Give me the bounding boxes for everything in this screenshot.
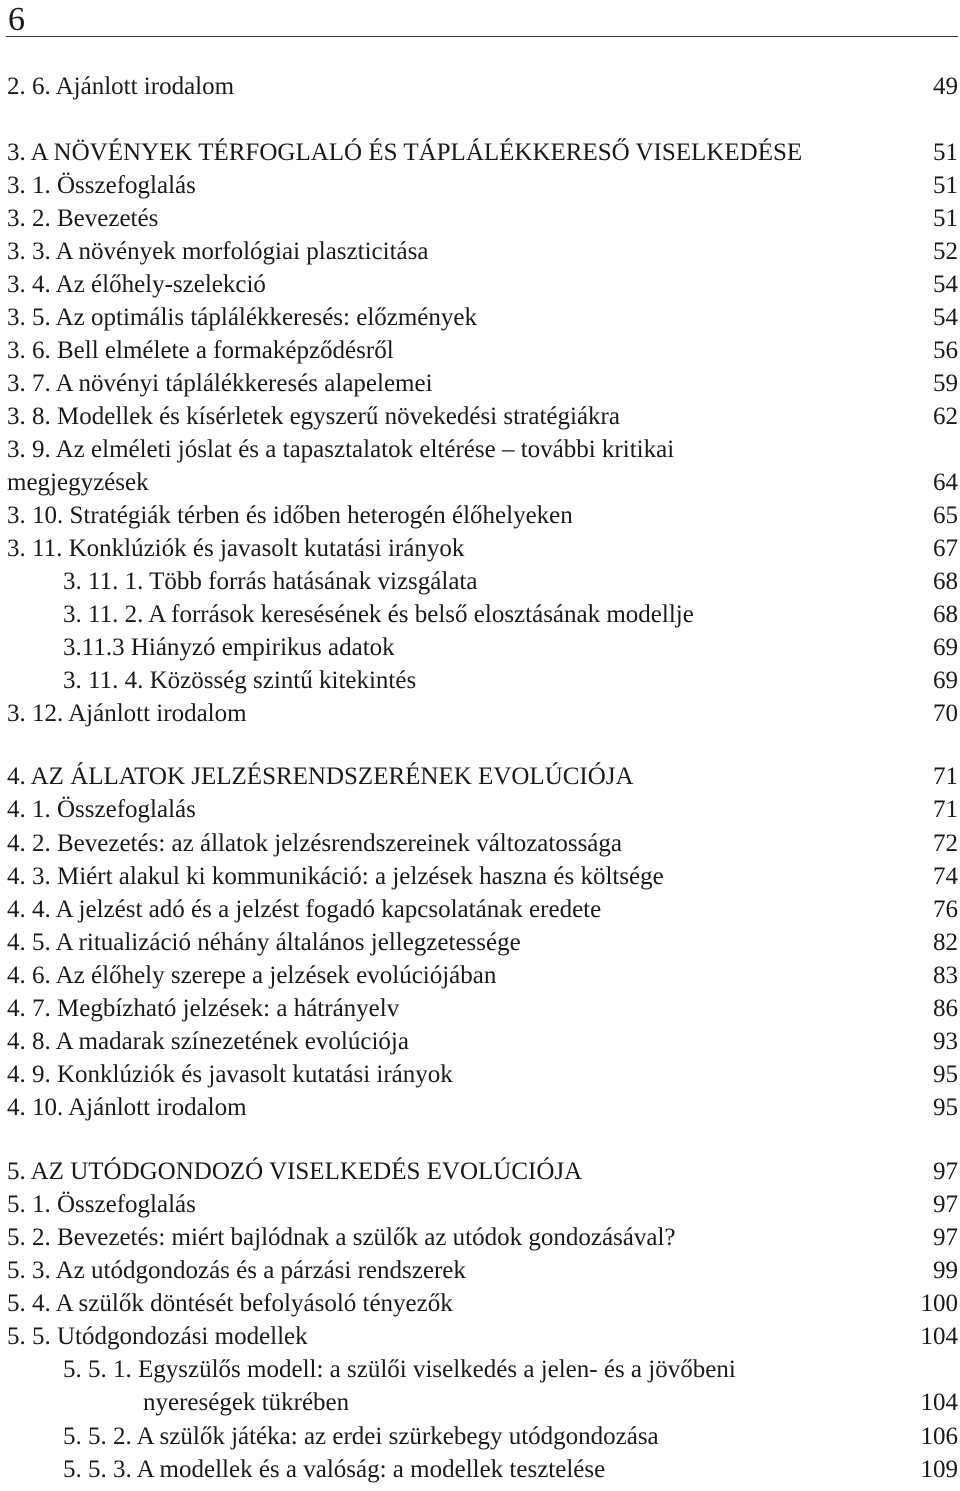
toc-entry-title: 5. 1. Összefoglalás: [7, 1191, 196, 1218]
toc-entry: [0, 532, 960, 566]
toc-entry-title: 5. AZ UTÓDGONDOZÓ VISELKEDÉS EVOLÚCIÓJA: [7, 1158, 583, 1185]
toc-entry-title: 4. 4. A jelzést adó és a jelzést fogadó kapcsolatának eredete: [7, 896, 602, 923]
toc-entry: [0, 1320, 960, 1354]
toc-entry: [0, 1025, 960, 1059]
toc-entry-title: 5. 5. 3. A modellek és a valóság: a modellek tesztelése: [63, 1456, 606, 1483]
toc-entry-title: 4. 1. Összefoglalás: [7, 796, 196, 823]
toc-entry-title: 3. 7. A növényi táplálékkeresés alapelemei: [7, 370, 433, 397]
toc-entry: [0, 400, 960, 434]
toc-entry-title: 5. 3. Az utódgondozás és a párzási rendszerek: [7, 1257, 466, 1284]
toc-entry: [0, 433, 960, 467]
toc-entry-title: 3. 4. Az élőhely-szelekció: [7, 271, 266, 298]
toc-entry-title: 3. 2. Bevezetés: [7, 205, 159, 232]
toc-entry-page: 69: [933, 634, 958, 661]
toc-entry-title: 2. 6. Ajánlott irodalom: [7, 73, 235, 100]
toc-entry-title: 3. 5. Az optimális táplálékkeresés: előzmények: [7, 304, 477, 331]
page-number: 6: [8, 1, 25, 38]
toc-entry-page: 54: [933, 271, 958, 298]
toc-entry-page: 64: [933, 469, 958, 496]
toc-entry: [0, 1386, 960, 1420]
toc-entry-title: 3. 11. 2. A források keresésének és belső elosztásának modellje: [63, 601, 694, 628]
toc-entry-page: 104: [920, 1323, 958, 1350]
toc-entry: [0, 334, 960, 368]
toc-entry-page: 51: [933, 205, 958, 232]
toc-entry-title: 3. 1. Összefoglalás: [7, 172, 196, 199]
toc-entry-title: 4. 5. A ritualizáció néhány általános jellegzetessége: [7, 929, 521, 956]
toc-entry: [0, 169, 960, 203]
toc-entry: [0, 367, 960, 401]
toc-entry: [0, 697, 960, 731]
toc-entry-page: 74: [933, 863, 958, 890]
toc-entry: [0, 268, 960, 302]
toc-entry: [0, 202, 960, 236]
toc-entry-title: 4. 3. Miért alakul ki kommunikáció: a jelzések haszna és költsége: [7, 863, 664, 890]
toc-entry-page: 49: [933, 73, 958, 100]
toc-entry-title: 3. A NÖVÉNYEK TÉRFOGLALÓ ÉS TÁPLÁLÉKKERESŐ VISELKEDÉSE: [7, 139, 803, 166]
toc-entry-page: 97: [933, 1191, 958, 1218]
toc-entry-page: 56: [933, 337, 958, 364]
toc-entry-page: 106: [920, 1423, 958, 1450]
toc-entry: [0, 1420, 960, 1454]
toc-entry-title: 3. 6. Bell elmélete a formaképződésről: [7, 337, 394, 364]
toc-entry: [0, 992, 960, 1026]
toc-entry-title: 3.11.3 Hiányzó empirikus adatok: [63, 634, 395, 661]
toc-entry: [0, 827, 960, 861]
toc-entry-title: 3. 8. Modellek és kísérletek egyszerű növekedési stratégiákra: [7, 403, 620, 430]
toc-entry-page: 99: [933, 1257, 958, 1284]
toc-entry-page: 68: [933, 601, 958, 628]
toc-entry-page: 104: [920, 1389, 958, 1416]
toc-entry-title: 3. 11. 1. Több forrás hatásának vizsgálata: [63, 568, 478, 595]
toc-entry-title: 5. 5. 2. A szülők játéka: az erdei szürkebegy utódgondozása: [63, 1423, 659, 1450]
toc-entry-title: 4. 7. Megbízható jelzések: a hátrányelv: [7, 995, 400, 1022]
toc-entry-page: 69: [933, 667, 958, 694]
toc-entry-page: 70: [933, 700, 958, 727]
toc-entry-page: 54: [933, 304, 958, 331]
toc-entry: [0, 499, 960, 533]
toc-entry: [0, 1155, 960, 1189]
toc-entry: [0, 1287, 960, 1321]
toc-entry-title: 4. 2. Bevezetés: az állatok jelzésrendszereinek változatossága: [7, 830, 622, 857]
toc-entry: [0, 664, 960, 698]
toc-entry-title: 3. 11. 4. Közösség szintű kitekintés: [63, 667, 417, 694]
toc-entry-title: 4. 10. Ajánlott irodalom: [7, 1094, 247, 1121]
toc-entry-page: 109: [920, 1456, 958, 1483]
toc-entry-page: 95: [933, 1061, 958, 1088]
toc-entry: [0, 926, 960, 960]
toc-entry: [0, 793, 960, 827]
toc-entry-page: 67: [933, 535, 958, 562]
toc-entry-page: 71: [933, 796, 958, 823]
toc-entry: [0, 301, 960, 335]
toc-entry-title: 3. 12. Ajánlott irodalom: [7, 700, 247, 727]
toc-entry-title: 4. 9. Konklúziók és javasolt kutatási irányok: [7, 1061, 453, 1088]
toc-entry: [0, 959, 960, 993]
toc-entry-title: 5. 4. A szülők döntését befolyásoló tényezők: [7, 1290, 453, 1317]
toc-entry-page: 97: [933, 1224, 958, 1251]
toc-entry-title: 3. 11. Konklúziók és javasolt kutatási irányok: [7, 535, 465, 562]
toc-entry: [0, 1221, 960, 1255]
toc-entry-page: 83: [933, 962, 958, 989]
toc-entry-page: 95: [933, 1094, 958, 1121]
toc-entry-title: 4. 6. Az élőhely szerepe a jelzések evolúciójában: [7, 962, 497, 989]
toc-entry-title: 3. 10. Stratégiák térben és időben heterogén élőhelyeken: [7, 502, 573, 529]
toc-entry: [0, 760, 960, 794]
toc-entry-title: megjegyzések: [7, 469, 149, 496]
toc-entry-title: 3. 9. Az elméleti jóslat és a tapasztalatok eltérése – további kritikai: [7, 436, 675, 463]
toc-entry: [0, 1058, 960, 1092]
toc-entry-page: 72: [933, 830, 958, 857]
header-rule: [6, 36, 958, 37]
toc-entry-title: 4. 8. A madarak színezetének evolúciója: [7, 1028, 409, 1055]
toc-entry: [0, 1188, 960, 1222]
toc-entry: [0, 631, 960, 665]
toc-entry-page: 65: [933, 502, 958, 529]
toc-entry-page: 93: [933, 1028, 958, 1055]
toc-entry: [0, 70, 960, 104]
toc-entry-page: 62: [933, 403, 958, 430]
toc-entry-page: 76: [933, 896, 958, 923]
toc-entry-page: 86: [933, 995, 958, 1022]
toc-entry: [0, 1453, 960, 1487]
toc-entry: [0, 598, 960, 632]
toc-entry-page: 68: [933, 568, 958, 595]
toc-entry-title: nyereségek tükrében: [143, 1389, 350, 1416]
toc-entry: [0, 860, 960, 894]
toc-entry-title: 5. 5. Utódgondozási modellek: [7, 1323, 308, 1350]
toc-entry-page: 97: [933, 1158, 958, 1185]
toc-entry-page: 59: [933, 370, 958, 397]
toc-entry-page: 51: [933, 139, 958, 166]
toc-entry-title: 4. AZ ÁLLATOK JELZÉSRENDSZERÉNEK EVOLÚCIÓJA: [7, 763, 634, 790]
toc-entry: [0, 565, 960, 599]
toc-entry: [0, 1091, 960, 1125]
toc-entry-title: 5. 2. Bevezetés: miért bajlódnak a szülők az utódok gondozásával?: [7, 1224, 676, 1251]
toc-entry: [0, 235, 960, 269]
toc-entry: [0, 893, 960, 927]
toc-entry: [0, 1353, 960, 1387]
toc-entry: [0, 1254, 960, 1288]
toc-entry: [0, 466, 960, 500]
toc-entry-page: 52: [933, 238, 958, 265]
toc-entry: [0, 136, 960, 170]
toc-entry-title: 3. 3. A növények morfológiai plaszticitása: [7, 238, 429, 265]
toc-entry-page: 100: [920, 1290, 958, 1317]
toc-entry-title: 5. 5. 1. Egyszülős modell: a szülői viselkedés a jelen- és a jövőbeni: [63, 1356, 736, 1383]
toc-entry-page: 51: [933, 172, 958, 199]
toc-entry-page: 82: [933, 929, 958, 956]
toc-entry-page: 71: [933, 763, 958, 790]
